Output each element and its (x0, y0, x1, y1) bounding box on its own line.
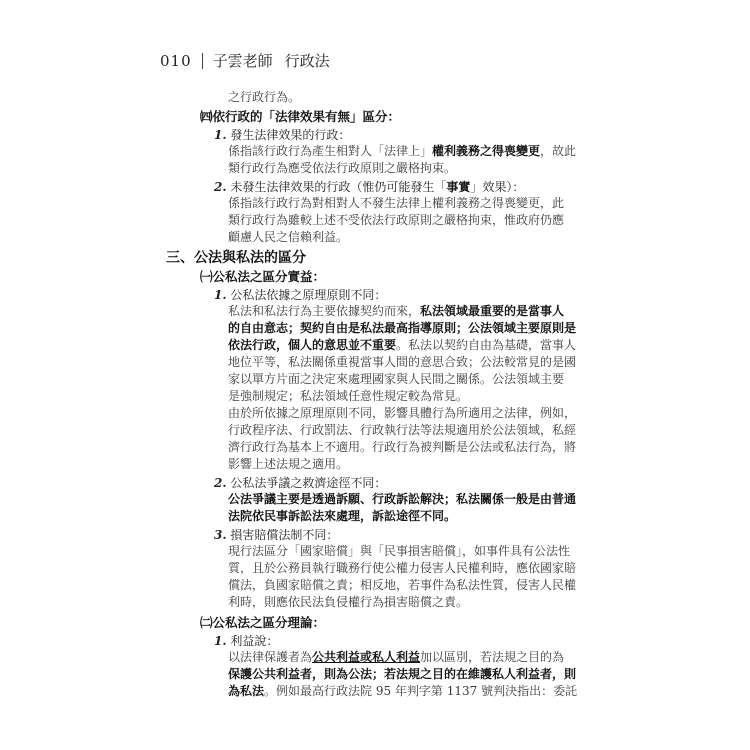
page-header (160, 50, 330, 71)
subsection-title: 發生法律效果的行政： (230, 128, 351, 142)
text-line: 係指該行政行為產生相對人「法律上」權利義務之得喪變更，故此 (228, 144, 577, 158)
text-line: 影響上述法規之適用。 (228, 457, 349, 471)
text-line: 濟行政行為基本上不適用。行政行為被判斷是公法或私法行為，將 (228, 440, 577, 454)
text-line: 家以單方片面之決定來處理國家與人民間之關係。公法領域主要 (228, 372, 565, 386)
emphasis-text: 私法領域最重要的是當事人 (420, 304, 565, 318)
item-number: 2. (214, 180, 227, 194)
subsection-heading: 2. 未發生法律效果的行政（惟仍可能發生「事實」效果）： (214, 180, 525, 194)
book-title: 行政法 (284, 52, 330, 70)
item-number: 1. (214, 288, 227, 302)
text-line: 利時，則應依民法負侵權行為損害賠償之責。 (228, 595, 469, 609)
item-number: 2. (214, 476, 227, 490)
text-line: 為私法。例如最高行政法院 95 年判字第 1137 號判決指出：委託 (228, 684, 578, 698)
section-heading-4: ㈣依行政的「法律效果有無」區分： (200, 109, 401, 124)
subsection-title: 公私法依據之原理原則不同： (230, 288, 387, 302)
section-heading-1: ㈠公私法之區分實益： (200, 269, 326, 284)
subsection-heading (214, 126, 350, 143)
text-line: 類行政行為雖較上述不受依法行政原則之嚴格拘束，惟政府仍應 (228, 213, 565, 227)
page-number: 010 (160, 51, 192, 70)
text-line: 是強制規定；私法領域任意性規定較為常見。 (228, 389, 469, 403)
item-number: 3. (214, 528, 227, 542)
text-line: 償法，負國家賠償之責；相反地，若事件為私法性質，侵害人民權 (228, 578, 577, 592)
emphasis-text: 為私法 (228, 684, 265, 698)
subsection-heading (214, 474, 386, 491)
header-divider (202, 53, 203, 69)
text-line: 依法行政，個人的意思並不重要。私法以契約自由為基礎，當事人 (228, 338, 577, 352)
chapter-heading-3: 三、公法與私法的區分 (166, 250, 306, 266)
emphasis-text: 權利義務之得喪變更 (432, 144, 541, 158)
subsection-title: 損害賠償法制不同： (230, 528, 339, 542)
text-line: 地位平等，私法關係重視當事人間的意思合致；公法較常見的是國 (228, 355, 577, 369)
text-line: 類行政行為應受依法行政原則之嚴格拘束。 (228, 161, 457, 175)
text-line: 行政程序法、行政罰法、行政執行法等法規適用於公法領域，私經 (228, 423, 577, 437)
section-heading-2: ㈡公私法之區分理論： (200, 615, 326, 630)
text-line: 的自由意志；契約自由是私法最高指導原則；公法領域主要原則是 (228, 321, 577, 335)
text-line: 現行法區分「國家賠償」與「民事損害賠償」，如事件具有公法性 (228, 544, 571, 558)
subsection-title: 利益說： (230, 634, 279, 648)
subsection-heading (214, 286, 386, 303)
text-line: 之行政行為。 (228, 90, 301, 104)
item-number: 1. (214, 634, 227, 648)
text-line: 顧慮人民之信賴利益。 (228, 230, 349, 244)
emphasis-text: 依法行政，個人的意思並不重要 (228, 338, 397, 352)
subsection-heading (214, 632, 278, 649)
text-line: 以法律保護者為公共利益或私人利益加以區別，若法規之目的為 (228, 650, 565, 664)
item-number: 1. (214, 128, 227, 142)
text-line: 由於所依據之原理原則不同，影響具體行為所適用之法律，例如， (228, 406, 577, 420)
emphasis-text: 事實 (446, 180, 471, 194)
author-name: 子雲老師 (212, 52, 273, 70)
subsection-heading (214, 526, 338, 543)
text-line: 保護公共利益者，則為公法；若法規之目的在維護私人利益者，則 (228, 667, 577, 681)
text-line: 私法和私法行為主要依據契約而來，私法領域最重要的是當事人 (228, 304, 565, 318)
text-line: 質，且於公務員執行職務行使公權力侵害人民權利時，應依國家賠 (228, 561, 577, 575)
text-line: 係指該行政行為對相對人不發生法律上權利義務之得喪變更，此 (228, 196, 565, 210)
underlined-emphasis-text: 公共利益或私人利益 (312, 650, 421, 664)
text-line: 公法爭議主要是透過訴願、行政訴訟解決；私法關係一般是由普通 (228, 492, 577, 506)
subsection-title: 公私法爭議之救濟途徑不同： (230, 476, 387, 490)
text-line: 法院依民事訴訟法來處理，訴訟途徑不同。 (228, 509, 457, 523)
